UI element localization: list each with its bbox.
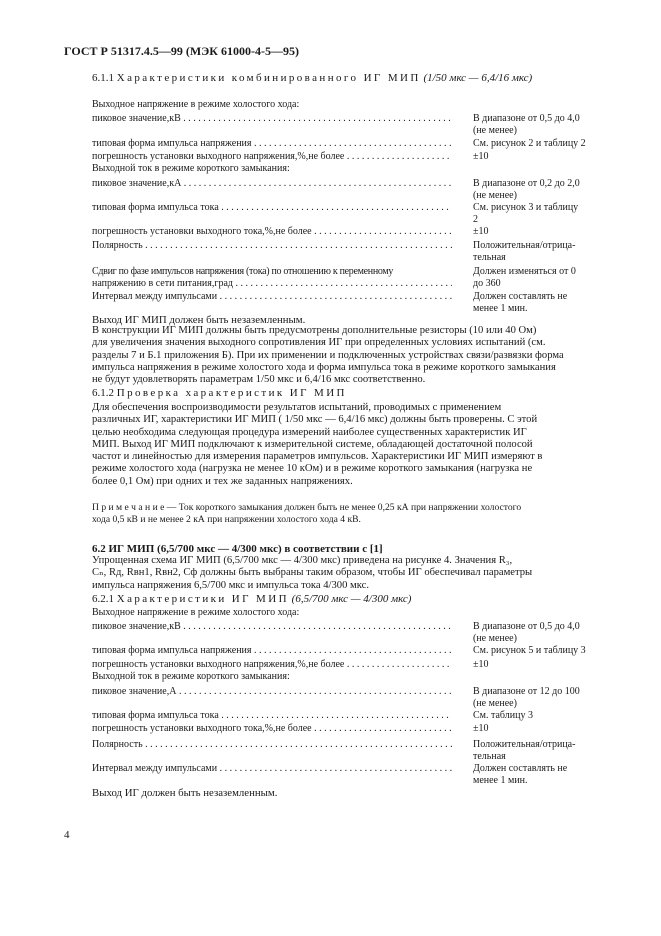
spec-value: ±10 [473, 226, 489, 237]
paragraph-line: для увеличения значения выходного сопротивления ИГ при определенных условиях испытаний (см. [92, 337, 546, 349]
section-parameters: (6,5/700 мкс — 4/300 мкс) [291, 593, 412, 605]
section-number: 6.1.1 [92, 72, 114, 84]
paragraph-verification [92, 402, 598, 488]
short-circuit-current-caption: Выходной ток в режиме короткого замыкания: [92, 671, 290, 682]
section-title: Проверка характеристик ИГ МИП [116, 387, 347, 399]
spec-label: Полярность . . . [92, 739, 452, 751]
section-title: Характеристики комбинированного ИГ МИП [116, 72, 421, 84]
paragraph-line: целью необходима следующая процедура измерений наиболее существенных характеристик ИГ [92, 426, 527, 438]
paragraph-line: частот и линейностью для измерения параметров импульсов. Характеристики ИГ МИП измеряют в [92, 451, 543, 463]
spec-label: погрешность установки выходного напряжения,%,не более . . . [92, 659, 452, 671]
spec-value: ±10 [473, 659, 489, 670]
section-title: Характеристики ИГ МИП [116, 593, 289, 605]
spec-value: ±10 [473, 151, 489, 162]
spec-label: Интервал между импульсами . . . [92, 291, 452, 303]
spec-label: погрешность установки выходного тока,%,не более . . . [92, 226, 452, 238]
spec-value: См. рисунок 2 и таблицу 2 [473, 138, 586, 149]
section-6-1-2-heading [92, 387, 347, 399]
section-6-1-1-heading [92, 72, 532, 84]
spec-value: В диапазоне от 0,2 до 2,0 (не менее) [473, 178, 580, 201]
paragraph-line: МИП. Выход ИГ МИП подключают к измерительной системе, обладающей достаточной полосой [92, 438, 533, 450]
phase-shift-label-line2: напряжению в сети питания,град . . . [92, 278, 452, 290]
spec-value: Положительная/отрица- тельная [473, 240, 576, 263]
paragraph-line: импульса напряжения 6,5/700 мкс и импульса тока 4/300 мкс. [92, 579, 369, 591]
paragraph-line: Упрощенная схема ИГ МИП (6,5/700 мкс — 4/300 мкс) приведена на рисунке 4. Значения R₃, [92, 555, 513, 566]
spec-value: См. рисунок 5 и таблицу 3 [473, 645, 586, 656]
spec-label: пиковое значение,А . . . [92, 686, 452, 698]
paragraph-line: Cₙ, Rд, Rвн1, Rвн2, Cф должны быть выбраны таким образом, чтобы ИГ обеспечивал параметры [92, 567, 533, 579]
spec-label: Полярность . . . [92, 240, 452, 252]
section-number: 6.2.1 [92, 593, 114, 605]
standard-header: ГОСТ Р 51317.4.5—99 (МЭК 61000-4-5—95) [64, 44, 299, 58]
paragraph-line: не будут удовлетворять параметрам 1/50 мкс и 6,4/16 мкс соответственно. [92, 374, 426, 386]
spec-value: Должен составлять не менее 1 мин. [473, 763, 568, 786]
spec-value: В диапазоне от 0,5 до 4,0 (не менее) [473, 621, 580, 644]
paragraph-simplified-circuit [92, 555, 598, 592]
paragraph-line: Для обеспечения воспроизводимости результатов испытаний, проводимых с применением [92, 402, 502, 413]
spec-value: В диапазоне от 0,5 до 4,0 (не менее) [473, 113, 580, 136]
note-line: хода 0,5 кВ и не менее 2 кА при напряжении холостого хода 4 кВ. [92, 513, 361, 525]
paragraph-line: различных ИГ, характеристики ИГ МИП ( 1/50 мкс — 6,4/16 мкс) должны быть проверены. С этой [92, 414, 538, 426]
spec-value: См. таблицу 3 [473, 710, 533, 721]
spec-value: Положительная/отрица- тельная [473, 739, 576, 762]
section-title: ИГ МИП (6,5/700 мкс — 4/300 мкс) в соответствии с [1] [108, 543, 383, 555]
paragraph-line: режиме холостого хода (нагрузка не менее 10 кОм) и в режиме короткого замыкания (нагрузка не [92, 463, 533, 475]
paragraph-line: разделы 7 и Б.1 приложения Б). При их применении и подключенных устройствах связи/развязки форма [92, 349, 564, 361]
page-number: 4 [64, 829, 70, 841]
spec-value: Должен составлять не менее 1 мин. [473, 291, 568, 314]
unearthed-statement: Выход ИГ МИП должен быть незаземленным. [92, 314, 306, 326]
spec-label: типовая форма импульса тока . . . [92, 710, 452, 722]
phase-shift-value: Должен изменяться от 0 до 360 [473, 266, 576, 289]
spec-label: пиковое значение,кА . . . [92, 178, 452, 190]
spec-label: Интервал между импульсами . . . [92, 763, 452, 775]
note-block [92, 502, 598, 525]
phase-shift-label-line1: Сдвиг по фазе импульсов напряжения (тока) по отношению к переменному [92, 266, 394, 277]
spec-label: типовая форма импульса тока . . . [92, 202, 452, 214]
open-circuit-voltage-caption: Выходное напряжение в режиме холостого хода: [92, 607, 300, 618]
paragraph-line: В конструкции ИГ МИП должны быть предусмотрены дополнительные резисторы (10 или 40 Ом) [92, 325, 537, 336]
paragraph-line: импульса напряжения в режиме холостого хода и форма импульса тока в режиме короткого замыкания [92, 361, 556, 373]
note-line: П р и м е ч а н и е — Ток короткого замыкания должен быть не менее 0,25 кА при напряжении холостого [92, 502, 522, 513]
section-6-2-heading [92, 543, 383, 555]
section-parameters: (1/50 мкс — 6,4/16 мкс) [423, 72, 533, 84]
spec-label: погрешность установки выходного напряжения,%,не более . . . [92, 151, 452, 163]
spec-label: пиковое значение,кВ . . . [92, 621, 452, 633]
section-number: 6.1.2 [92, 387, 114, 399]
spec-value: ±10 [473, 723, 489, 734]
spec-label: типовая форма импульса напряжения . . . [92, 138, 452, 150]
spec-value: В диапазоне от 12 до 100 (не менее) [473, 686, 580, 709]
spec-label: погрешность установки выходного тока,%,не более . . . [92, 723, 452, 735]
open-circuit-voltage-caption: Выходное напряжение в режиме холостого хода: [92, 99, 300, 110]
section-number: 6.2 [92, 543, 106, 555]
spec-label: типовая форма импульса напряжения . . . [92, 645, 452, 657]
paragraph-line: более 0,1 Ом) при одних и тех же заданных напряжениях. [92, 475, 353, 487]
paragraph-additional-resistors [92, 325, 598, 386]
spec-value: См. рисунок 3 и таблицу 2 [473, 202, 579, 225]
short-circuit-current-caption: Выходной ток в режиме короткого замыкания: [92, 163, 290, 174]
spec-label: пиковое значение,кВ . . . [92, 113, 452, 125]
unearthed-statement: Выход ИГ должен быть незаземленным. [92, 787, 278, 799]
section-6-2-1-heading [92, 593, 411, 605]
